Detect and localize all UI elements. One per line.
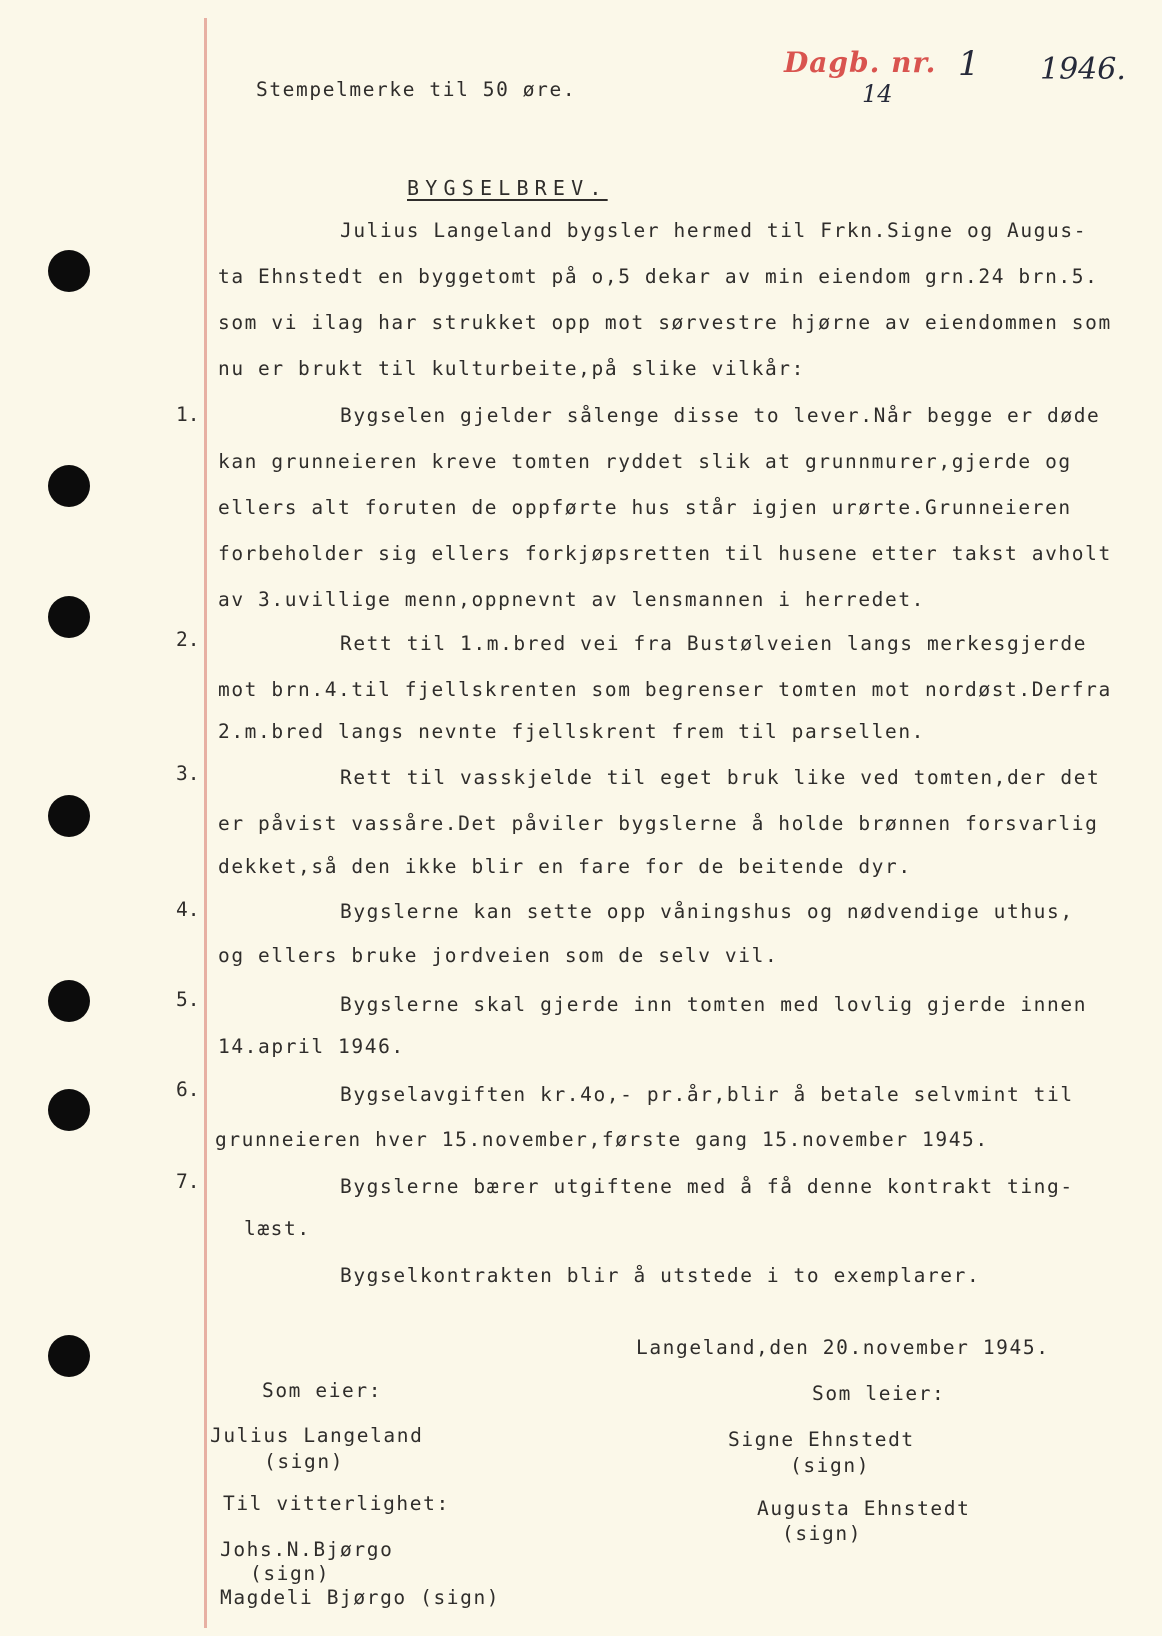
tenant2-name: Augusta Ehnstedt <box>757 1497 971 1520</box>
text-line: grunneieren hver 15.november,første gang 15.november 1945. <box>215 1128 989 1151</box>
text-line: Bygslerne skal gjerde inn tomten med lovlig gjerde innen <box>340 993 1088 1016</box>
clause-number: 6. <box>176 1078 200 1101</box>
text-line: Rett til 1.m.bred vei fra Bustølveien langs merkesgjerde <box>340 632 1088 655</box>
text-line: kan grunneieren kreve tomten ryddet slik at grunnmurer,gjerde og <box>218 450 1072 473</box>
tenant1-sign: (sign) <box>790 1454 871 1477</box>
margin-rule <box>204 18 207 1628</box>
text-line: forbeholder sig ellers forkjøpsretten til husene etter takst avholt <box>218 542 1112 565</box>
tenant2-sign: (sign) <box>782 1522 863 1545</box>
clause-number: 7. <box>176 1170 200 1193</box>
witness1-name: Johs.N.Bjørgo <box>220 1538 394 1561</box>
text-line: Bygslerne kan sette opp våningshus og nødvendige uthus, <box>340 900 1074 923</box>
clause-number: 3. <box>176 762 200 785</box>
tenant-label: Som leier: <box>812 1382 946 1405</box>
witness1-sign: (sign) <box>250 1562 331 1585</box>
registry-number: 1 <box>958 44 980 84</box>
closing-line: Bygselkontrakten blir å utstede i to exemplarer. <box>340 1264 981 1287</box>
punch-hole-icon <box>48 980 90 1022</box>
punch-hole-icon <box>48 465 90 507</box>
document-title: BYGSELBREV. <box>407 176 608 200</box>
punch-hole-icon <box>48 250 90 292</box>
text-line: læst. <box>244 1217 311 1240</box>
punch-hole-icon <box>48 596 90 638</box>
text-line: Bygslerne bærer utgiftene med å få denne kontrakt ting- <box>340 1175 1074 1198</box>
registry-stamp-label: Dagb. nr. <box>784 46 937 79</box>
registry-stamp <box>784 46 936 79</box>
owner-label: Som eier: <box>262 1379 383 1402</box>
text-line: dekket,så den ikke blir en fare for de beitende dyr. <box>218 855 912 878</box>
tenant1-name: Signe Ehnstedt <box>728 1428 915 1451</box>
text-line: som vi ilag har strukket opp mot sørvestre hjørne av eiendommen som <box>218 311 1112 334</box>
text-line: av 3.uvillige menn,oppnevnt av lensmannen i herredet. <box>218 588 926 611</box>
place-date: Langeland,den 20.november 1945. <box>636 1336 1050 1359</box>
text-line: 14.april 1946. <box>218 1035 405 1058</box>
stamp-duty-line: Stempelmerke til 50 øre. <box>256 78 577 101</box>
text-line: 2.m.bred langs nevnte fjellskrent frem til parsellen. <box>218 720 926 743</box>
registry-year: 1946. <box>1040 52 1126 87</box>
text-line: Rett til vasskjelde til eget bruk like ved tomten,der det <box>340 766 1101 789</box>
punch-hole-icon <box>48 1335 90 1377</box>
text-line: ta Ehnstedt en byggetomt på o,5 dekar av min eiendom grn.24 brn.5. <box>218 265 1099 288</box>
punch-hole-icon <box>48 1089 90 1131</box>
text-line: Bygselavgiften kr.4o,- pr.år,blir å betale selvmint til <box>340 1083 1074 1106</box>
text-line: Bygselen gjelder sålenge disse to lever.Når begge er døde <box>340 404 1101 427</box>
clause-number: 5. <box>176 988 200 1011</box>
owner-name: Julius Langeland <box>210 1424 424 1447</box>
text-line: og ellers bruke jordveien som de selv vil. <box>218 944 779 967</box>
text-line: ellers alt foruten de oppførte hus står igjen urørte.Grunneieren <box>218 496 1072 519</box>
owner-sign: (sign) <box>264 1450 345 1473</box>
text-line: mot brn.4.til fjellskrenten som begrenser tomten mot nordøst.Derfra <box>218 678 1112 701</box>
witness2-name: Magdeli Bjørgo (sign) <box>220 1586 501 1609</box>
witness-label: Til vitterlighet: <box>223 1492 450 1515</box>
text-line: Julius Langeland bygsler hermed til Frkn.Signe og Augus- <box>340 219 1088 242</box>
clause-number: 4. <box>176 898 200 921</box>
registry-note: 14 <box>862 80 893 108</box>
text-line: er påvist vassåre.Det påviler bygslerne å holde brønnen forsvarlig <box>218 812 1099 835</box>
clause-number: 2. <box>176 628 200 651</box>
punch-hole-icon <box>48 795 90 837</box>
clause-number: 1. <box>176 403 200 426</box>
text-line: nu er brukt til kulturbeite,på slike vilkår: <box>218 357 805 380</box>
